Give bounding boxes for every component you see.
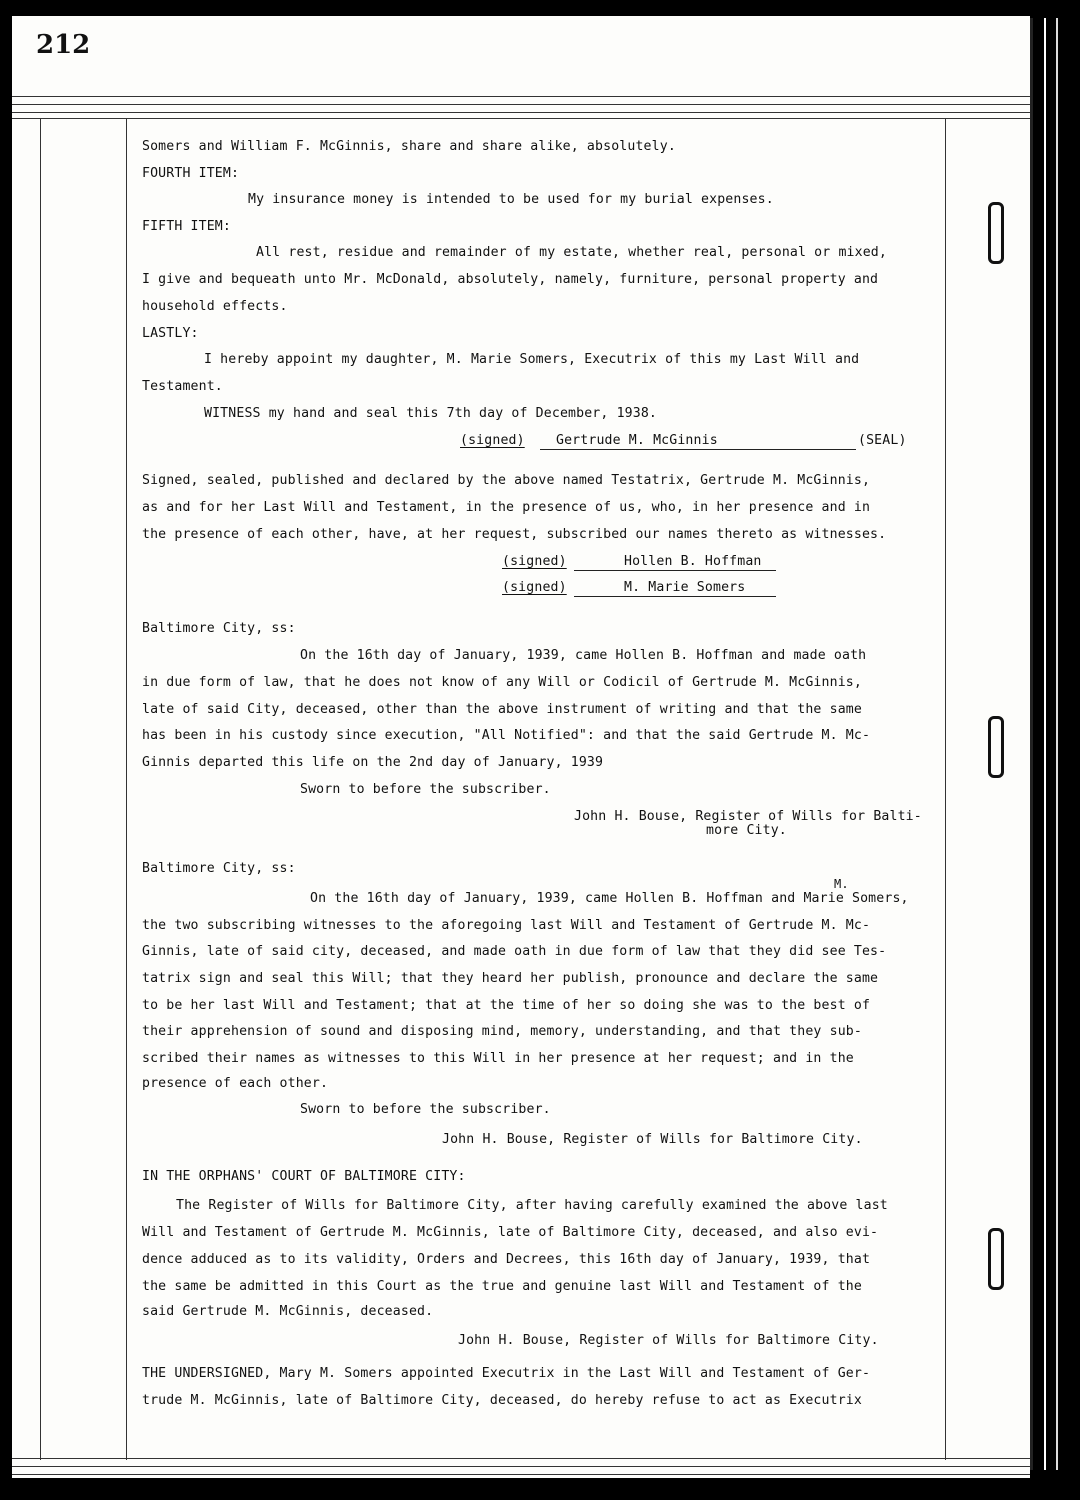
court-heading: IN THE ORPHANS' COURT OF BALTIMORE CITY: bbox=[142, 1169, 466, 1184]
seal-mark: (SEAL) bbox=[858, 433, 907, 448]
sworn-line: Sworn to before the subscriber. bbox=[300, 1102, 551, 1117]
header-rule bbox=[12, 112, 1030, 113]
court-line: dence adduced as to its validity, Orders and Decrees, this 16th day of January, 1939, that bbox=[142, 1252, 871, 1267]
oath-line: On the 16th day of January, 1939, came Hollen B. Hoffman and made oath bbox=[300, 648, 867, 663]
register-signature: more City. bbox=[706, 823, 787, 838]
footer-rule bbox=[12, 1458, 1030, 1459]
venue-line: Baltimore City, ss: bbox=[142, 861, 296, 876]
ledger-edge-2 bbox=[1044, 18, 1046, 1470]
court-line: said Gertrude M. McGinnis, deceased. bbox=[142, 1304, 434, 1319]
punch-hole bbox=[988, 716, 1004, 778]
signature-line bbox=[540, 449, 856, 450]
section-heading: FIFTH ITEM: bbox=[142, 219, 231, 234]
ledger-edge-3 bbox=[1056, 18, 1058, 1470]
oath-line: the two subscribing witnesses to the aforegoing last Will and Testament of Gertrude M. Mc- bbox=[142, 918, 871, 933]
oath-line: Ginnis departed this life on the 2nd day of January, 1939 bbox=[142, 755, 604, 770]
oath-line: to be her last Will and Testament; that at the time of her so doing she was to the best of bbox=[142, 998, 871, 1013]
header-rule bbox=[12, 118, 1030, 119]
refusal-line: THE UNDERSIGNED, Mary M. Somers appointed Executrix in the Last Will and Testament of Ger- bbox=[142, 1366, 871, 1381]
section-heading: FOURTH ITEM: bbox=[142, 166, 240, 181]
insert-mark: M. bbox=[834, 877, 849, 891]
oath-line: tatrix sign and seal this Will; that they heard her publish, pronounce and declare the same bbox=[142, 971, 879, 986]
witness-name: M. Marie Somers bbox=[624, 580, 746, 595]
will-text-line: I give and bequeath unto Mr. McDonald, absolutely, namely, furniture, personal property and bbox=[142, 272, 879, 287]
page-number: 212 bbox=[36, 30, 91, 60]
will-text-line: Somers and William F. McGinnis, share and share alike, absolutely. bbox=[142, 139, 676, 154]
header-rule bbox=[12, 96, 1030, 97]
will-text-line: household effects. bbox=[142, 299, 288, 314]
margin-rule bbox=[945, 118, 946, 1460]
signature-line bbox=[574, 596, 776, 597]
court-line: Will and Testament of Gertrude M. McGinnis, late of Baltimore City, deceased, and also evi- bbox=[142, 1225, 879, 1240]
will-text-line: Testament. bbox=[142, 379, 223, 394]
attestation-line: Signed, sealed, published and declared by the above named Testatrix, Gertrude M. McGinnis, bbox=[142, 473, 871, 488]
sworn-line: Sworn to before the subscriber. bbox=[300, 782, 551, 797]
oath-line: their apprehension of sound and disposing mind, memory, understanding, and that they sub- bbox=[142, 1024, 862, 1039]
attestation-line: the presence of each other, have, at her request, subscribed our names thereto as witnesses. bbox=[142, 527, 887, 542]
signed-mark: (signed) bbox=[460, 433, 525, 448]
oath-line: has been in his custody since execution, "All Notified": and that the said Gertrude M. Mc- bbox=[142, 728, 871, 743]
witness-name: Hollen B. Hoffman bbox=[624, 554, 762, 569]
register-signature: John H. Bouse, Register of Wills for Baltimore City. bbox=[458, 1333, 879, 1348]
signature-line bbox=[574, 570, 776, 571]
court-line: The Register of Wills for Baltimore City, after having carefully examined the above last bbox=[176, 1198, 888, 1213]
will-text-line: All rest, residue and remainder of my estate, whether real, personal or mixed, bbox=[256, 245, 887, 260]
header-rule bbox=[12, 104, 1030, 105]
court-line: the same be admitted in this Court as the true and genuine last Will and Testament of the bbox=[142, 1279, 862, 1294]
punch-hole bbox=[988, 202, 1004, 264]
will-text-line: My insurance money is intended to be used for my burial expenses. bbox=[248, 192, 774, 207]
venue-line: Baltimore City, ss: bbox=[142, 621, 296, 636]
oath-line: scribed their names as witnesses to this Will in her presence at her request; and in the bbox=[142, 1051, 854, 1066]
testator-name: Gertrude M. McGinnis bbox=[556, 433, 718, 448]
punch-hole bbox=[988, 1228, 1004, 1290]
oath-line: Ginnis, late of said city, deceased, and made oath in due form of law that they did see Tes- bbox=[142, 944, 887, 959]
oath-line: presence of each other. bbox=[142, 1076, 329, 1091]
witness-clause: WITNESS my hand and seal this 7th day of December, 1938. bbox=[204, 406, 658, 421]
margin-rule bbox=[126, 118, 127, 1460]
oath-line: late of said City, deceased, other than the above instrument of writing and that the same bbox=[142, 702, 862, 717]
footer-rule bbox=[12, 1474, 1030, 1475]
signed-mark: (signed) bbox=[502, 554, 567, 569]
register-signature: John H. Bouse, Register of Wills for Baltimore City. bbox=[442, 1132, 863, 1147]
will-text-line: I hereby appoint my daughter, M. Marie Somers, Executrix of this my Last Will and bbox=[204, 352, 860, 367]
ledger-edge-1 bbox=[1030, 18, 1033, 1470]
section-heading: LASTLY: bbox=[142, 326, 199, 341]
margin-rule bbox=[40, 118, 41, 1460]
register-signature: John H. Bouse, Register of Wills for Balti- bbox=[574, 809, 922, 824]
footer-rule bbox=[12, 1466, 1030, 1467]
refusal-line: trude M. McGinnis, late of Baltimore City, deceased, do hereby refuse to act as Executrix bbox=[142, 1393, 862, 1408]
attestation-line: as and for her Last Will and Testament, in the presence of us, who, in her presence and in bbox=[142, 500, 871, 515]
oath-line: On the 16th day of January, 1939, came Hollen B. Hoffman and Marie Somers, bbox=[310, 891, 909, 906]
signed-mark: (signed) bbox=[502, 580, 567, 595]
oath-line: in due form of law, that he does not know of any Will or Codicil of Gertrude M. McGinnis, bbox=[142, 675, 862, 690]
